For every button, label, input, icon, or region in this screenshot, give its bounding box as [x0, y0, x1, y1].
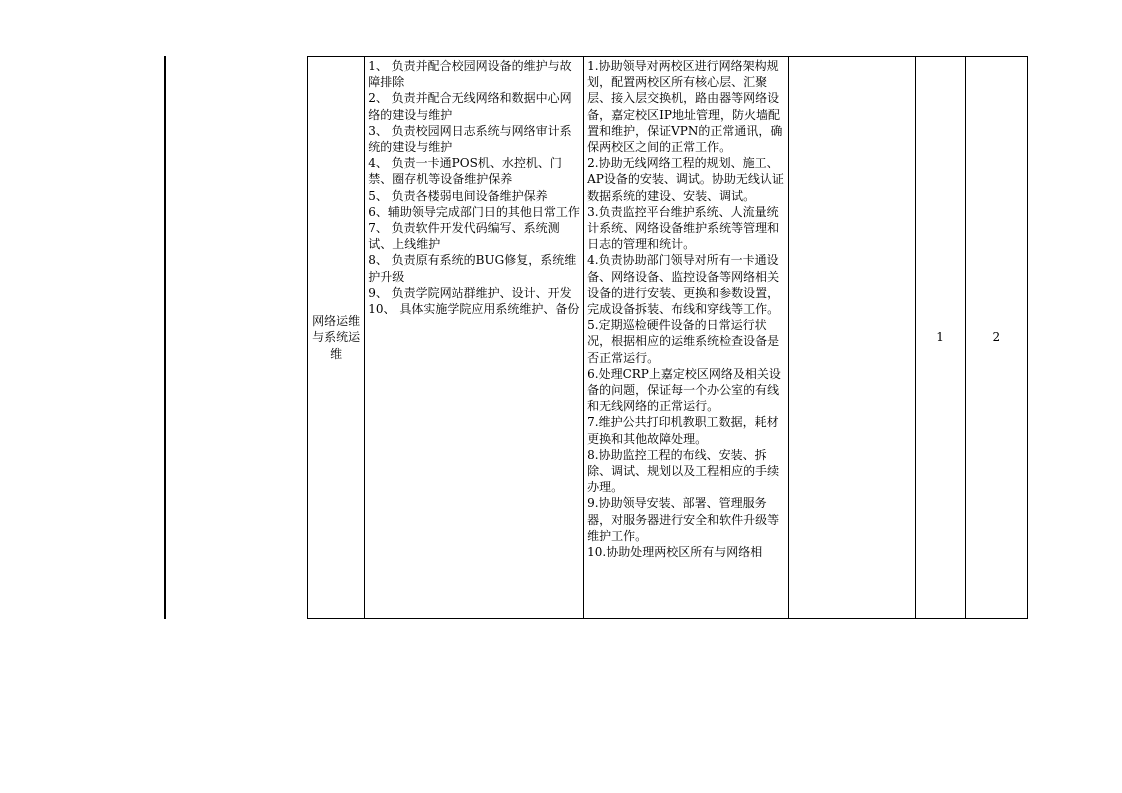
- duty-item: 9、 负责学院网站群维护、设计、开发: [368, 285, 572, 300]
- detail-item: 5.定期巡检硬件设备的日常运行状况，根据相应的运维系统检查设备是否正常运行。: [587, 318, 780, 365]
- details-cell: [584, 57, 789, 619]
- duty-item: 6、辅助领导完成部门日的其他日常工作: [368, 204, 580, 219]
- details-list: [584, 57, 788, 617]
- detail-item: 7.维护公共打印机教职工数据，耗材更换和其他故障处理。: [587, 415, 779, 446]
- detail-item: 8.协助监控工程的布线、安装、拆除、调试、规划以及工程相应的手续办理。: [587, 447, 780, 495]
- table-row: [308, 57, 1028, 619]
- duty-item: 5、 负责各楼弱电间设备维护保养: [368, 188, 548, 203]
- duty-item: 3、 负责校园网日志系统与网络审计系统的建设与维护: [368, 123, 572, 155]
- detail-item: 3.负责监控平台维护系统、人流量统计系统、网络设备维护系统等管理和日志的管理和统计。: [587, 204, 780, 252]
- left-margin-rule: [164, 56, 166, 619]
- detail-item: 10.协助处理两校区所有与网络相: [587, 545, 763, 560]
- count-cell-2: 2: [965, 57, 1027, 619]
- detail-item: 1.协助领导对两校区进行网络架构规划，配置两校区所有核心层、汇聚层、接入层交换机，路由器等网络设备，嘉定校区IP地址管理，防火墙配置和维护，保证VPN的正常通讯，确保两校区之间的正常工作。: [587, 59, 783, 155]
- detail-item: 2.协助无线网络工程的规划、施工、AP设备的安装、调试。协助无线认证数据系统的建设、安装、调试。: [587, 156, 784, 203]
- duty-item: 1、 负责并配合校园网设备的维护与故障排除: [368, 59, 572, 90]
- duty-item: 8、 负责原有系统的BUG修复，系统维护升级: [368, 253, 577, 284]
- count-cell-1: 1: [915, 57, 965, 619]
- duty-item: 2、 负责并配合无线网络和数据中心网络的建设与维护: [368, 91, 572, 122]
- position-name-cell: [308, 57, 365, 619]
- duty-table: [307, 56, 1028, 619]
- duty-item: 4、 负责一卡通POS机、水控机、门禁、圈存机等设备维护保养: [368, 156, 562, 187]
- detail-item: 4.负责协助部门领导对所有一卡通设备、网络设备、监控设备等网络相关设备的进行安装、更换和参数设置，完成设备拆装、布线和穿线等工作。: [587, 253, 780, 317]
- detail-item: 9.协助领导安装、部署、管理服务器，对服务器进行安全和软件升级等维护工作。: [587, 496, 780, 543]
- detail-item: 6.处理CRP上嘉定校区网络及相关设备的问题，保证每一个办公室的有线和无线网络的正常运行。: [587, 366, 781, 414]
- duty-item: 10、 具体实施学院应用系统维护、备份: [368, 302, 580, 317]
- duties-list: [365, 57, 583, 317]
- empty-cell: [788, 57, 915, 619]
- duty-item: 7、 负责软件开发代码编写、系统测试、上线维护: [368, 221, 560, 252]
- position-name: 网络运维与系统运维: [312, 314, 361, 361]
- duties-cell: [365, 57, 584, 619]
